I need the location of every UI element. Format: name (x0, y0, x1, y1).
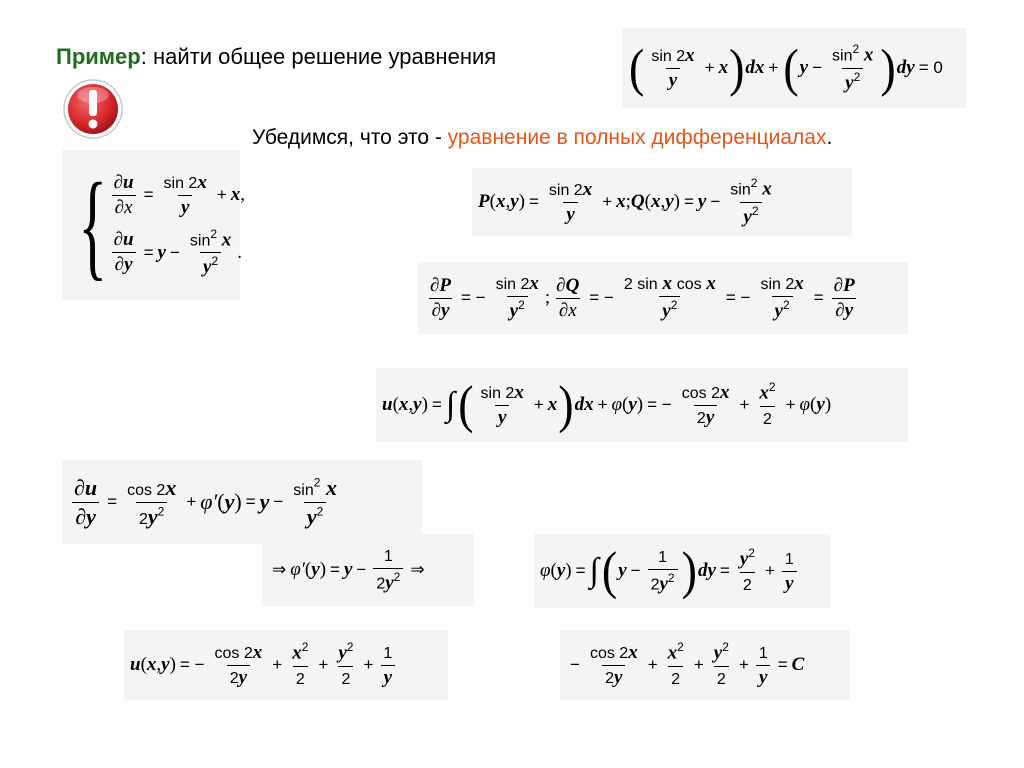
phi-prime-result: ⇒ φ′ ( y ) = y − $\frac{1}{2y^2}$ ⇒ (262, 534, 474, 606)
main-equation: ( $\frac{\sin 2x}{y}$ + x ) dx + ( y − $\frac{\sin^2 x}{y^2}$ ) dy = 0 (622, 28, 966, 108)
phi-integral: φ ( y ) = ∫ ( y − $\frac{1}{2y^2}$ ) dy = $\frac{y^2}{2}$ + $\frac{1}{y}$ (534, 534, 830, 608)
verification-prefix: Убедимся, что это - (252, 126, 448, 149)
example-keyword: Пример (56, 44, 141, 69)
du-dy-equation: $\frac{\partial u}{\partial y}$ = $\frac{\cos 2x}{2y^2}$ + φ′ ( y ) = y − $\frac{\sin^2 x}{y^2}$ (62, 460, 422, 544)
partial-derivative-system: { $\frac{\partial u}{\partial x}$ = $\frac{\sin 2x}{y}$ + x , $\frac{\partial u}{\partial y}$ = y − $\frac{\sin^2 x}{y^2}$ . (62, 150, 240, 300)
exclamation-alert-icon (62, 78, 124, 140)
potential-function-result: u ( x , y ) = − $\frac{\cos 2x}{2y}$ + $\frac{x^2}{2}$ + $\frac{y^2}{2}$ + $\frac{1}{y}$ (124, 630, 448, 700)
example-heading (56, 44, 496, 70)
example-text: : найти общее решение уравнения (140, 44, 497, 69)
p-q-definition: P ( x , y ) = $\frac{\sin 2x}{y}$ + x ; Q ( x , y ) = y − $\frac{\sin^2 x}{y^2}$ (472, 168, 852, 236)
verification-text (252, 126, 832, 150)
general-solution: − $\frac{\cos 2x}{2y}$ + $\frac{x^2}{2}$ + $\frac{y^2}{2}$ + $\frac{1}{y}$ = C (560, 630, 850, 700)
verification-suffix: . (826, 126, 833, 149)
total-differential-highlight: уравнение в полных дифференциалах (447, 126, 827, 149)
cross-partials-check: $\frac{\partial P}{\partial y}$ = − $\frac{\sin 2x}{y^2}$ ; $\frac{\partial Q}{\partial x}$ = − $\frac{\text{2 sin x cos x}}{y^2}$ = − $\frac{\sin 2x}{y^2}$ = $\frac{\partial P}{\partial y}$ (418, 262, 908, 334)
potential-integral: u ( x , y ) = ∫ ( $\frac{\sin 2x}{y}$ + x ) dx + φ ( y ) = − $\frac{\cos 2x}{2y}$ + $\frac{x^2}{2}$ + φ ( y ) (376, 368, 908, 442)
